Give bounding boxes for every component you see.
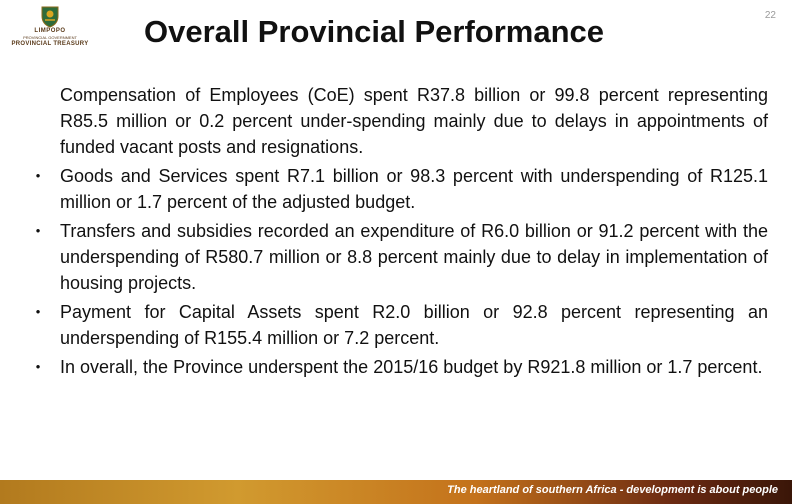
bullet-icon: •: [35, 223, 41, 238]
logo-name: LIMPOPO: [34, 28, 66, 34]
bullet-text: In overall, the Province underspent the 2015/16 budget by R921.8 million or 1.7 percent.: [60, 357, 763, 377]
provincial-logo: [10, 4, 90, 52]
bullet-text: Goods and Services spent R7.1 billion or 98.3 percent with underspending of R125.1 million or 1.7 percent of the adjusted budget.: [60, 166, 768, 212]
logo-subtitle: PROVINCIAL GOVERNMENT: [23, 35, 77, 40]
slide-content: [34, 82, 768, 383]
bullet-item: [34, 218, 768, 296]
intro-paragraph: [34, 82, 768, 160]
bullet-text: Payment for Capital Assets spent R2.0 billion or 92.8 percent representing an underspending of R155.4 million or 7.2 percent.: [60, 302, 768, 348]
bullet-text: Transfers and subsidies recorded an expenditure of R6.0 billion or 91.2 percent with the underspending of R580.7 million or 8.8 percent mainly due to delay in implementation of housing projects.: [60, 221, 768, 293]
footer-banner: [0, 480, 792, 504]
page-number: 22: [764, 10, 776, 21]
coat-of-arms-icon: [39, 4, 61, 28]
bullet-icon: •: [35, 168, 41, 183]
logo-treasury: PROVINCIAL TREASURY: [11, 41, 89, 47]
page-title: Overall Provincial Performance: [143, 14, 605, 49]
bullet-item: [34, 163, 768, 215]
bullet-icon: •: [35, 304, 41, 319]
intro-text: Compensation of Employees (CoE) spent R37.8 billion or 99.8 percent representing R85.5 million or 0.2 percent under-spending mainly due to delays in appointments of funded vacant posts and resignations.: [60, 85, 768, 157]
bullet-item: [34, 299, 768, 351]
bullet-icon: •: [35, 359, 41, 374]
footer-tagline: The heartland of southern Africa - development is about people: [447, 484, 778, 496]
bullet-item: [34, 354, 768, 380]
